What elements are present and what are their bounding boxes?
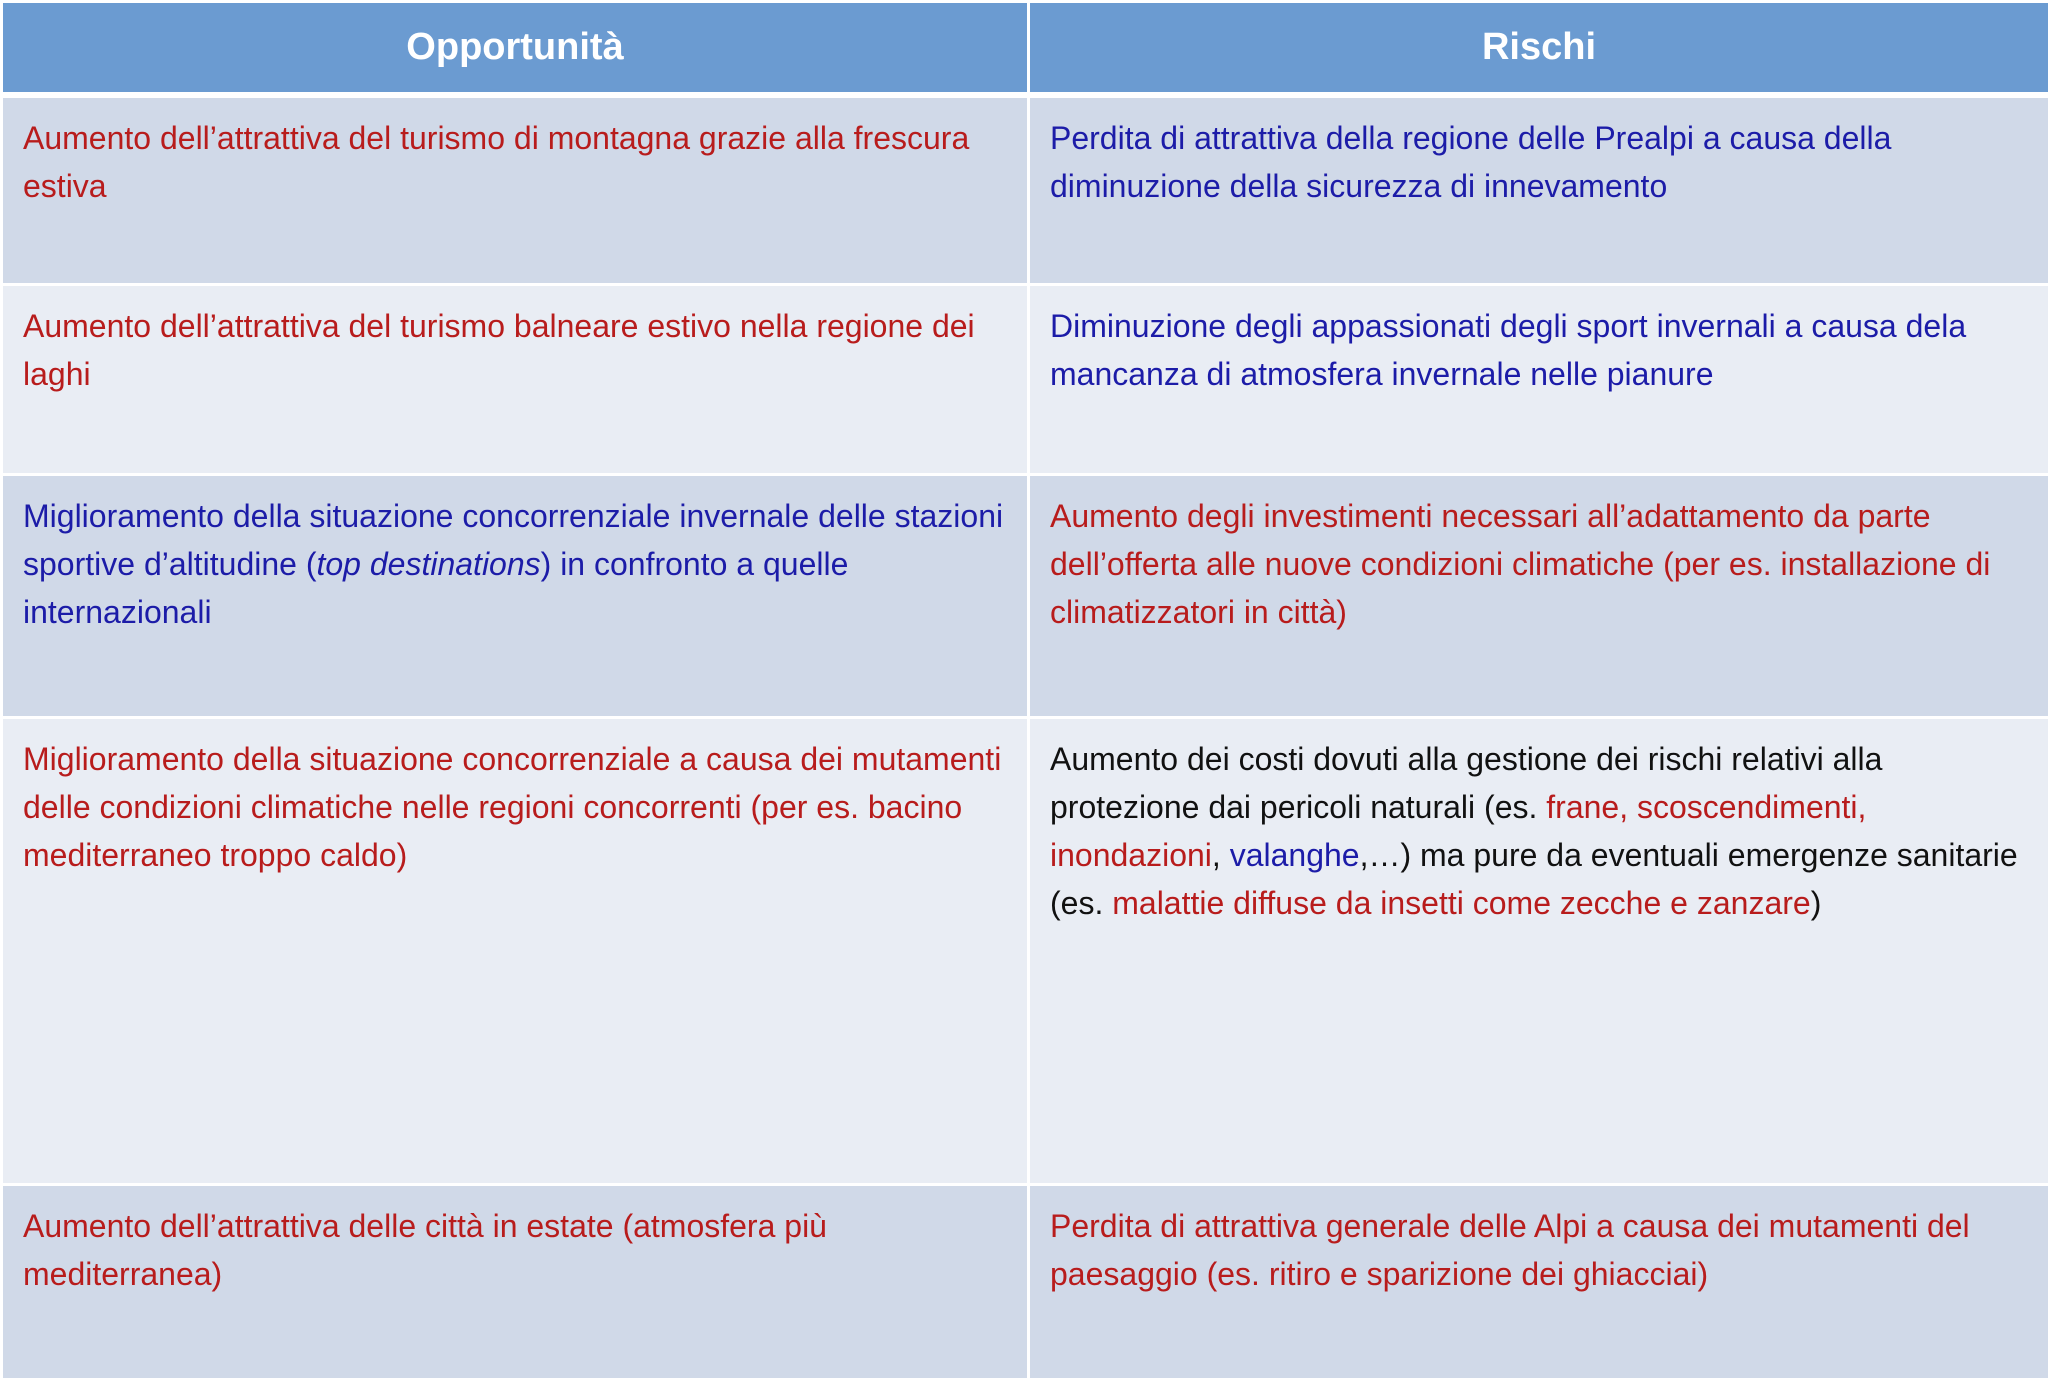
risk-highlight-blue: valanghe xyxy=(1230,837,1360,873)
risk-highlight-red: malattie diffuse da insetti come zecche e zanzare xyxy=(1112,885,1810,921)
risk-text: ) xyxy=(1811,885,1822,921)
opportunity-italic-text: top destinations xyxy=(316,546,540,582)
opportunity-cell: Aumento dell’attrattiva delle città in estate (atmosfera più mediterranea) xyxy=(2,1185,1029,1380)
opportunity-text: Miglioramento della situazione concorrenziale invernale delle stazioni sportive d’altitudine ( xyxy=(23,498,1003,582)
header-row xyxy=(2,2,2048,95)
risk-cell: Perdita di attrattiva della regione delle Prealpi a causa della diminuzione della sicurezza di innevamento xyxy=(1029,95,2048,285)
risk-cell: Diminuzione degli appassionati degli sport invernali a causa dela mancanza di atmosfera invernale nelle pianure xyxy=(1029,285,2048,475)
risk-cell xyxy=(1029,718,2048,1185)
risk-text: , xyxy=(1212,837,1230,873)
header-risks: Rischi xyxy=(1029,2,2048,95)
table-row xyxy=(2,285,2048,475)
risk-cell: Perdita di attrattiva generale delle Alpi a causa dei mutamenti del paesaggio (es. ritiro e sparizione dei ghiacciai) xyxy=(1029,1185,2048,1380)
risk-text: Aumento dei costi dovuti alla gestione dei rischi relativi alla protezione dai pericoli naturali (es. xyxy=(1050,741,1882,825)
table-row xyxy=(2,718,2048,1185)
risk-text: ,…) ma pure da eventuali emergenze sanitarie (es. xyxy=(1050,837,2018,921)
table-row xyxy=(2,475,2048,718)
table-row xyxy=(2,95,2048,285)
opportunity-cell xyxy=(2,475,1029,718)
opportunity-cell: Aumento dell’attrattiva del turismo di montagna grazie alla frescura estiva xyxy=(2,95,1029,285)
header-opportunities: Opportunità xyxy=(2,2,1029,95)
table-row xyxy=(2,1185,2048,1380)
risk-cell: Aumento degli investimenti necessari all’adattamento da parte dell’offerta alle nuove condizioni climatiche (per es. installazione di climatizzatori in città) xyxy=(1029,475,2048,718)
risk-highlight-red: frane, scoscendimenti, inondazioni xyxy=(1050,789,1866,873)
opportunity-cell: Miglioramento della situazione concorrenziale a causa dei mutamenti delle condizioni climatiche nelle regioni concorrenti (per es. bacino mediterraneo troppo caldo) xyxy=(2,718,1029,1185)
opportunity-text: ) in confronto a quelle internazionali xyxy=(23,546,848,630)
opportunity-cell: Aumento dell’attrattiva del turismo balneare estivo nella regione dei laghi xyxy=(2,285,1029,475)
